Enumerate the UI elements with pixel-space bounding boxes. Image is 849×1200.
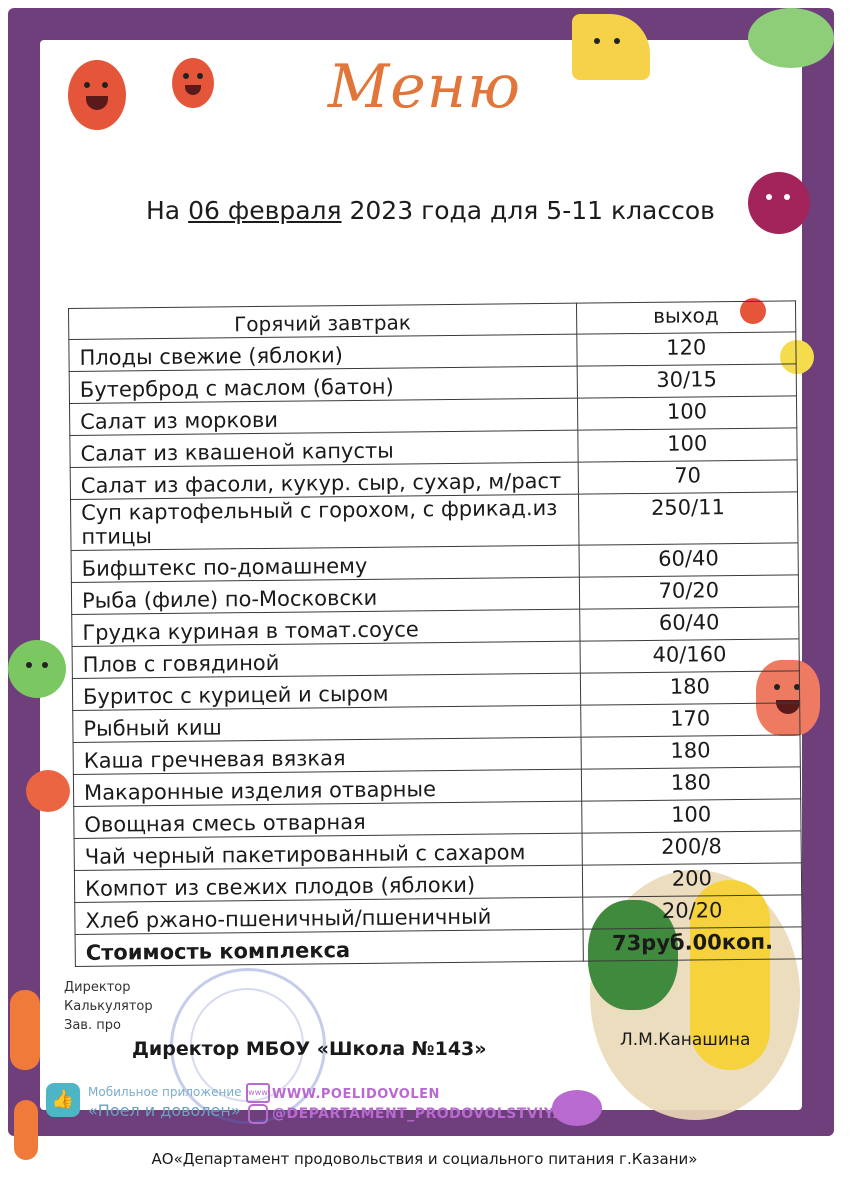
dish-output: 200 [582, 863, 802, 897]
director-signature-line: Директор МБОУ «Школа №143» [132, 1038, 487, 1060]
orange-tomato-icon [26, 770, 70, 812]
dish-name: Суп картофельный с горохом, с фрикад.из птицы [71, 494, 579, 550]
instagram-icon [248, 1104, 268, 1124]
dish-output: 100 [577, 428, 797, 462]
dish-name: Каша гречневая вязкая [73, 737, 581, 774]
dish-name: Рыба (филе) по-Московски [71, 577, 579, 614]
dish-name: Чай черный пакетированный с сахаром [74, 833, 582, 870]
dish-name: Хлеб ржано-пшеничный/пшеничный [75, 897, 583, 934]
dish-output: 250/11 [578, 492, 798, 545]
dish-output: 200/8 [582, 831, 802, 865]
role-calculator: Калькулятор [64, 999, 153, 1014]
role-director: Директор [64, 980, 131, 995]
signature-roles [64, 978, 153, 1035]
dish-output: 100 [581, 799, 801, 833]
dish-output: 20/20 [582, 895, 802, 929]
role-production-head: Зав. про [64, 1018, 121, 1033]
dish-name: Салат из квашеной капусты [70, 430, 578, 467]
dish-name: Макаронные изделия отварные [73, 769, 581, 806]
dish-output: 60/40 [579, 607, 799, 641]
dish-name: Овощная смесь отварная [74, 801, 582, 838]
thumbs-up-app-icon: 👍 [46, 1083, 80, 1117]
dish-output: 180 [581, 767, 801, 801]
column-header-dish: Горячий завтрак [69, 303, 577, 339]
dish-output: 180 [580, 671, 800, 705]
dish-name: Плов с говядиной [72, 641, 580, 678]
website-link[interactable]: WWW.POELIDOVOLEN [272, 1087, 440, 1102]
menu-rows [69, 332, 802, 935]
carrot-icon [10, 990, 40, 1070]
dish-output: 30/15 [577, 364, 797, 398]
dish-output: 40/160 [580, 639, 800, 673]
menu-date-heading: На 06 февраля 2023 года для 5-11 классов [146, 196, 715, 225]
www-icon: www [246, 1083, 270, 1103]
dish-output: 180 [581, 735, 801, 769]
app-label: Мобильное приложение [88, 1085, 242, 1099]
menu-table [68, 300, 803, 967]
director-name: Л.М.Канашина [620, 1030, 751, 1050]
dish-name: Рыбный киш [73, 705, 581, 742]
dish-output: 170 [580, 703, 800, 737]
dish-output: 70/20 [579, 575, 799, 609]
total-value: 73руб.00коп. [583, 927, 803, 961]
total-label: Стоимость комплекса [75, 929, 583, 966]
dish-name: Грудка куриная в томат.соусе [72, 609, 580, 646]
dish-output: 120 [576, 332, 796, 366]
dish-output: 100 [577, 396, 797, 430]
dish-output: 60/40 [579, 543, 799, 577]
green-apple-icon [8, 640, 66, 698]
dish-name: Компот из свежих плодов (яблоки) [74, 865, 582, 902]
app-name: «Поел и доволен» [88, 1101, 241, 1120]
column-header-output: выход [576, 301, 796, 334]
dish-name: Плоды свежие (яблоки) [69, 334, 577, 371]
dish-name: Буритос с курицей и сыром [72, 673, 580, 710]
dish-output: 70 [578, 460, 798, 494]
dish-name: Салат из моркови [70, 398, 578, 435]
dish-name: Бифштекс по-домашнему [71, 545, 579, 582]
beet-character-icon [748, 172, 810, 234]
dish-name: Салат из фасоли, кукур. сыр, сухар, м/раст [70, 462, 578, 499]
instagram-link[interactable]: @DEPARTAMENT_PRODOVOLSTVIYA [272, 1106, 565, 1122]
footer-organization: АО«Департамент продовольствия и социального питания г.Казани» [151, 1150, 698, 1168]
page-title: Меню [327, 52, 522, 122]
table-row [71, 492, 798, 551]
dish-name: Бутерброд с маслом (батон) [69, 366, 577, 403]
menu-date: 06 февраля [188, 196, 342, 225]
